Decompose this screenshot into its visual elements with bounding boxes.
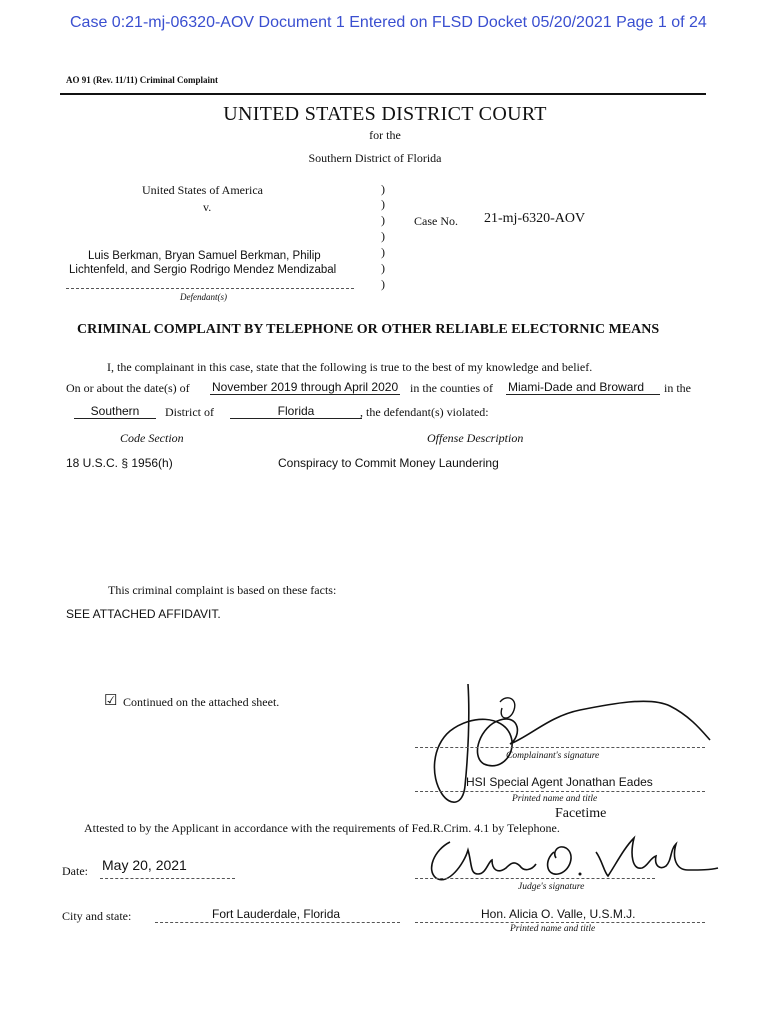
versus: v.: [203, 200, 212, 214]
paren: ): [381, 182, 385, 196]
checkbox-icon: ☑: [104, 693, 118, 709]
date-line: [100, 878, 235, 879]
paren: ): [381, 197, 385, 211]
violated-text: , the defendant(s) violated:: [360, 405, 489, 419]
continued-label: Continued on the attached sheet.: [123, 695, 280, 709]
plaintiff: United States of America: [142, 183, 263, 197]
district-of: District of: [165, 405, 214, 419]
paren: ): [381, 277, 385, 291]
form-id: AO 91 (Rev. 11/11) Criminal Complaint: [66, 75, 219, 85]
complainant-signature-line: [415, 747, 705, 748]
dates-prefix: On or about the date(s) of: [66, 381, 190, 395]
state-value: Florida: [230, 404, 362, 419]
defendants-line2: Lichtenfeld, and Sergio Rodrigo Mendez Mendizabal: [69, 264, 337, 276]
counties-value: Miami-Dade and Broward: [506, 380, 660, 395]
defendants-line: [66, 288, 354, 289]
court-title: UNITED STATES DISTRICT COURT: [223, 103, 547, 125]
city-line: [155, 922, 400, 923]
statement: I, the complainant in this case, state that the following is true to the best of my knowledge and belief.: [107, 360, 593, 374]
city-value: Fort Lauderdale, Florida: [212, 907, 341, 921]
docket-header: Case 0:21-mj-06320-AOV Document 1 Entered on FLSD Docket 05/20/2021 Page 1 of 24: [70, 14, 707, 31]
paren: ): [381, 261, 385, 275]
code-section-label: Code Section: [120, 431, 184, 445]
code-section: 18 U.S.C. § 1956(h): [66, 456, 173, 470]
complainant-printed-name: HSI Special Agent Jonathan Eades: [466, 775, 653, 789]
in-the: in the: [664, 381, 691, 395]
court-district: Southern District of Florida: [308, 151, 442, 165]
attestation-method: Facetime: [555, 806, 607, 821]
judge-signature-label: Judge's signature: [518, 882, 585, 892]
facts: SEE ATTACHED AFFIDAVIT.: [66, 607, 221, 621]
defendants-line1: Luis Berkman, Bryan Samuel Berkman, Philip: [88, 250, 321, 262]
case-number: 21-mj-6320-AOV: [484, 211, 586, 226]
judge-signature-icon: [420, 830, 720, 890]
offense-description: Conspiracy to Commit Money Laundering: [278, 456, 499, 470]
judge-printed-label: Printed name and title: [510, 924, 596, 934]
date-value: May 20, 2021: [102, 857, 187, 873]
attestation-text: Attested to by the Applicant in accordance with the requirements of Fed.R.Crim. 4.1 by Telephone.: [84, 821, 560, 835]
case-no-label: Case No.: [414, 214, 458, 228]
complainant-signature-label: Complainant's signature: [506, 751, 600, 761]
paren: ): [381, 229, 385, 243]
offense-label: Offense Description: [427, 431, 524, 445]
facts-label: This criminal complaint is based on these facts:: [108, 583, 337, 597]
complaint-title: CRIMINAL COMPLAINT BY TELEPHONE OR OTHER RELIABLE ELECTORNIC MEANS: [77, 322, 660, 337]
defendants-label: Defendant(s): [180, 292, 227, 302]
judge-name-line: [415, 922, 705, 923]
district-value: Southern: [74, 404, 156, 419]
dates-value: November 2019 through April 2020: [212, 380, 399, 394]
date-label: Date:: [62, 864, 88, 878]
paren: ): [381, 213, 385, 227]
judge-printed-name: Hon. Alicia O. Valle, U.S.M.J.: [481, 907, 636, 921]
top-rule: [60, 93, 706, 95]
city-label: City and state:: [62, 909, 132, 923]
paren: ): [381, 245, 385, 259]
complainant-printed-label: Printed name and title: [512, 794, 598, 804]
judge-signature-line: [415, 878, 655, 879]
for-the: for the: [369, 128, 401, 142]
counties-prefix: in the counties of: [410, 381, 493, 395]
complainant-name-line: [415, 791, 705, 792]
